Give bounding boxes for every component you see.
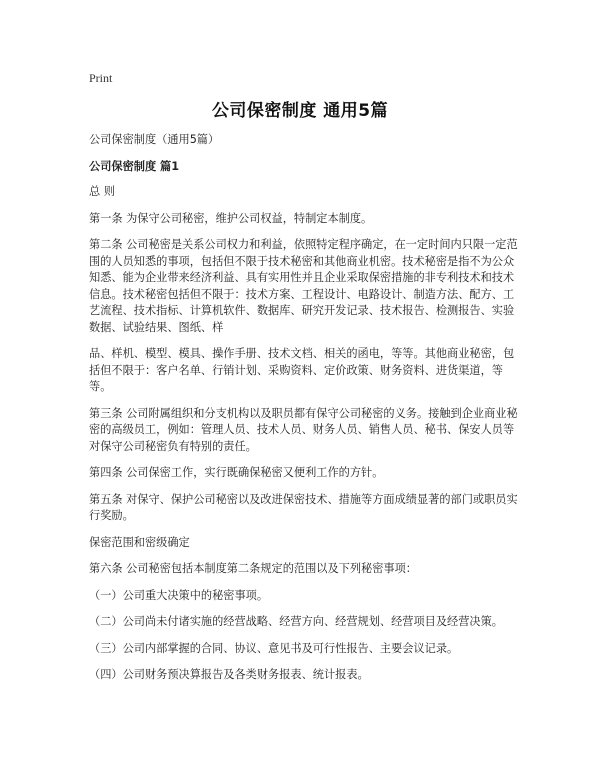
print-label: Print <box>89 71 113 85</box>
document-body <box>89 132 519 694</box>
general-heading: 总 则 <box>89 185 115 198</box>
article-1: 第一条 为保守公司秘密，维护公司权益，特制定本制度。 <box>89 211 373 225</box>
list-item-3: （三）公司内部掌握的合同、协议、意见书及可行性报告、主要会议记录。 <box>89 641 459 655</box>
section-heading: 公司保密制度 篇1 <box>89 159 179 173</box>
article-2-part2: 品、样机、模型、模具、操作手册、技术文档、相关的函电，等等。其他商业秘密，包括但不限于：客户名单、行销计划、采购资料、定价政策、财务资料、进货渠道，等等。 <box>89 347 515 393</box>
list-item-1: （一）公司重大决策中的秘密事项。 <box>89 588 269 602</box>
article-5: 第五条 对保守、保护公司秘密以及改进保密技术、措施等方面成绩显著的部门或职员实行奖励。 <box>89 492 518 522</box>
article-6: 第六条 公司秘密包括本制度第二条规定的范围以及下列秘密事项： <box>89 562 417 575</box>
page-title: 公司保密制度 通用5篇 <box>211 101 389 121</box>
article-3: 第三条 公司附属组织和分支机构以及职员都有保守公司秘密的义务。接触到企业商业秘密的高级员工，例如：管理人员、技术人员、财务人员、销售人员、秘书、保安人员等对保守公司秘密负有特别的责任。 <box>89 406 518 453</box>
document-subtitle: 公司保密制度（通用5篇） <box>89 133 220 146</box>
list-item-4: （四）公司财务预决算报告及各类财务报表、统计报表。 <box>89 668 369 681</box>
article-2-part1: 第二条 公司秘密是关系公司权力和利益，依照特定程序确定，在一定时间内只限一定范围的人员知悉的事项，包括但不限于技术秘密和其他商业机密。技术秘密是指不为公众知悉、能为企业带来经济利益、具有实用性并且企业采取保密措施的非专利技术和技术信息。技术秘密包括但不限于：技术方案、工程设计、电路设计、制造方法、配方、工艺流程、技术指标、计算机软件、数据库、研究开发记录、技术报告、检测报告、实验数据、试验结果、图纸、样 <box>89 238 518 334</box>
list-item-2: （二）公司尚未付诸实施的经营战略、经营方向、经营规划、经营项目及经营决策。 <box>89 615 503 628</box>
scope-heading: 保密范围和密级确定 <box>89 535 190 549</box>
article-4: 第四条 公司保密工作，实行既确保秘密又便利工作的方针。 <box>89 466 384 479</box>
